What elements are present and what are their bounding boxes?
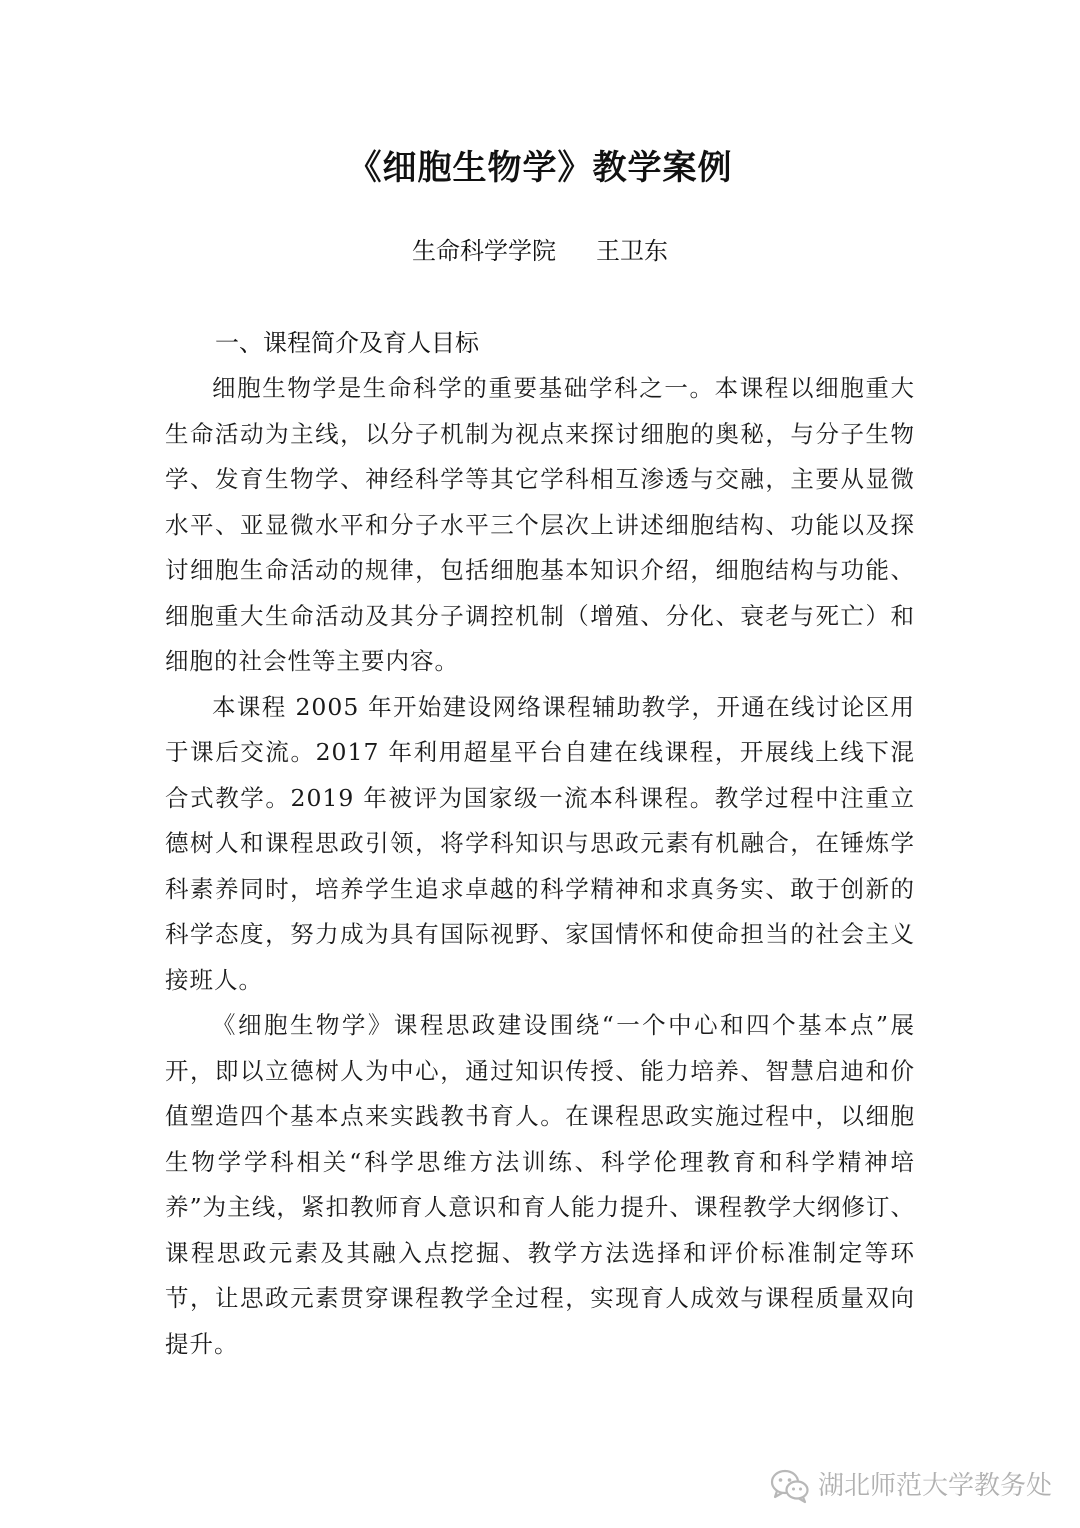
- paragraph-2: 本课程 2005 年开始建设网络课程辅助教学，开通在线讨论区用于课后交流。2017 年利用超星平台自建在线课程，开展线上线下混合式教学。2019 年被评为国家级一流本科课程。教学过程中注重立德树人和课程思政引领，将学科知识与思政元素有机融合，在锤炼学科素养同时，培养学生追求卓越的科学精神和求真务实、敢于创新的科学态度，努力成为具有国际视野、家国情怀和使命担当的社会主义接班人。: [165, 692, 915, 994]
- paragraph-3: 《细胞生物学》课程思政建设围绕“一个中心和四个基本点”展开，即以立德树人为中心，通过知识传授、能力培养、智慧启迪和价值塑造四个基本点来实践教书育人。在课程思政实施过程中，以细胞生物学学科相关“科学思维方法训练、科学伦理教育和科学精神培养”为主线，紧扣教师育人意识和育人能力提升、课程教学大纲修订、课程思政元素及其融入点挖掘、教学方法选择和评价标准制定等环节，让思政元素贯穿课程教学全过程，实现育人成效与课程质量双向提升。: [165, 1011, 915, 1358]
- byline: [0, 228, 1080, 274]
- watermark: [770, 1466, 1052, 1506]
- byline-institution: 生命科学学院: [412, 237, 556, 265]
- section-heading: 一、课程简介及育人目标: [215, 329, 479, 357]
- paragraph-1: 细胞生物学是生命科学的重要基础学科之一。本课程以细胞重大生命活动为主线，以分子机制为视点来探讨细胞的奥秘，与分子生物学、发育生物学、神经科学等其它学科相互渗透与交融，主要从显微水平、亚显微水平和分子水平三个层次上讲述细胞结构、功能以及探讨细胞生命活动的规律，包括细胞基本知识介绍，细胞结构与功能、细胞重大生命活动及其分子调控机制（增殖、分化、衰老与死亡）和细胞的社会性等主要内容。: [165, 374, 915, 675]
- byline-author: 王卫东: [596, 237, 668, 265]
- wechat-icon: [770, 1468, 810, 1504]
- document-title: 《细胞生物学》教学案例: [347, 148, 733, 188]
- watermark-text: 湖北师范大学教务处: [817, 1471, 1052, 1501]
- body-text: [165, 366, 915, 1367]
